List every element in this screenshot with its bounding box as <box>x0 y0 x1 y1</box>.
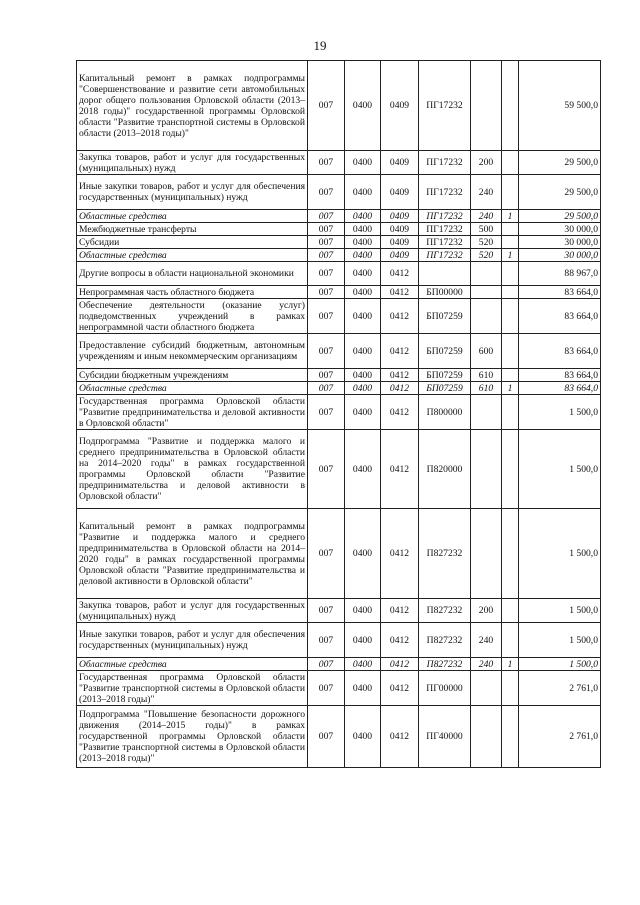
amount-cell: 1 500,0 <box>519 599 601 623</box>
section-code-cell: 0400 <box>345 334 381 369</box>
section-code-cell: 0400 <box>345 151 381 175</box>
subsection-code-cell: 0412 <box>381 623 419 658</box>
ministry-code-cell: 007 <box>308 210 345 223</box>
subsection-code-cell: 0412 <box>381 334 419 369</box>
table-row <box>77 61 601 151</box>
funding-source-code-cell: 1 <box>502 658 519 671</box>
amount-cell: 30 000,0 <box>519 236 601 249</box>
target-article-code-cell <box>419 262 471 286</box>
ministry-code-cell: 007 <box>308 623 345 658</box>
row-name-cell: Непрограммная часть областного бюджета <box>77 286 308 299</box>
expense-type-code-cell: 200 <box>471 599 502 623</box>
amount-cell: 83 664,0 <box>519 286 601 299</box>
expense-type-code-cell: 240 <box>471 623 502 658</box>
row-name-cell: Областные средства <box>77 249 308 262</box>
subsection-code-cell: 0412 <box>381 599 419 623</box>
section-code-cell: 0400 <box>345 175 381 210</box>
funding-source-code-cell <box>502 262 519 286</box>
row-name-cell: Субсидии бюджетным учреждениям <box>77 369 308 382</box>
expense-type-code-cell: 240 <box>471 658 502 671</box>
expense-type-code-cell: 500 <box>471 223 502 236</box>
table-row <box>77 623 601 658</box>
ministry-code-cell: 007 <box>308 599 345 623</box>
section-code-cell: 0400 <box>345 61 381 151</box>
funding-source-code-cell <box>502 706 519 768</box>
expense-type-code-cell: 200 <box>471 151 502 175</box>
amount-cell: 29 500,0 <box>519 151 601 175</box>
table-row <box>77 382 601 395</box>
subsection-code-cell: 0412 <box>381 369 419 382</box>
amount-cell: 59 500,0 <box>519 61 601 151</box>
expense-type-code-cell <box>471 299 502 334</box>
row-name-cell: Капитальный ремонт в рамках подпрограммы "Развитие и поддержка малого и среднего предпринимательства в Орловской области на 2014–2020 годы" в рамках государственной программы Орловской области "Развитие предпринимательства и деловой активности в Орловской области" <box>77 509 308 599</box>
target-article-code-cell: П800000 <box>419 395 471 430</box>
ministry-code-cell: 007 <box>308 430 345 509</box>
expense-type-code-cell: 600 <box>471 334 502 369</box>
section-code-cell: 0400 <box>345 706 381 768</box>
target-article-code-cell: П827232 <box>419 623 471 658</box>
amount-cell: 1 500,0 <box>519 623 601 658</box>
row-name-cell: Межбюджетные трансферты <box>77 223 308 236</box>
section-code-cell: 0400 <box>345 369 381 382</box>
funding-source-code-cell <box>502 395 519 430</box>
row-name-cell: Иные закупки товаров, работ и услуг для обеспечения государственных (муниципальных) нужд <box>77 623 308 658</box>
row-name-cell: Областные средства <box>77 210 308 223</box>
amount-cell: 83 664,0 <box>519 369 601 382</box>
ministry-code-cell: 007 <box>308 236 345 249</box>
table-row <box>77 210 601 223</box>
expense-type-code-cell: 610 <box>471 369 502 382</box>
row-name-cell: Государственная программа Орловской области "Развитие транспортной системы в Орловской области (2013–2018 годы)" <box>77 671 308 706</box>
amount-cell: 29 500,0 <box>519 210 601 223</box>
expense-type-code-cell <box>471 286 502 299</box>
table-row <box>77 395 601 430</box>
expense-type-code-cell: 240 <box>471 175 502 210</box>
expense-type-code-cell <box>471 509 502 599</box>
table-row <box>77 236 601 249</box>
target-article-code-cell: ПГ17232 <box>419 223 471 236</box>
ministry-code-cell: 007 <box>308 369 345 382</box>
subsection-code-cell: 0409 <box>381 223 419 236</box>
target-article-code-cell: П827232 <box>419 658 471 671</box>
ministry-code-cell: 007 <box>308 286 345 299</box>
table-row <box>77 509 601 599</box>
amount-cell: 30 000,0 <box>519 223 601 236</box>
funding-source-code-cell <box>502 509 519 599</box>
amount-cell: 30 000,0 <box>519 249 601 262</box>
table-row <box>77 262 601 286</box>
section-code-cell: 0400 <box>345 262 381 286</box>
expense-type-code-cell: 610 <box>471 382 502 395</box>
section-code-cell: 0400 <box>345 236 381 249</box>
row-name-cell: Закупка товаров, работ и услуг для государственных (муниципальных) нужд <box>77 599 308 623</box>
funding-source-code-cell <box>502 236 519 249</box>
section-code-cell: 0400 <box>345 286 381 299</box>
target-article-code-cell: ПГ00000 <box>419 671 471 706</box>
target-article-code-cell: ПГ17232 <box>419 175 471 210</box>
target-article-code-cell: ПГ17232 <box>419 151 471 175</box>
row-name-cell: Подпрограмма "Развитие и поддержка малого и среднего предпринимательства в Орловской области на 2014–2020 годы" в рамках государственной программы Орловской области "Развитие предпринимательства и деловой активности в Орловской области" <box>77 430 308 509</box>
funding-source-code-cell: 1 <box>502 249 519 262</box>
section-code-cell: 0400 <box>345 223 381 236</box>
section-code-cell: 0400 <box>345 658 381 671</box>
expense-type-code-cell: 520 <box>471 249 502 262</box>
row-name-cell: Государственная программа Орловской области "Развитие предпринимательства и деловой активности в Орловской области" <box>77 395 308 430</box>
target-article-code-cell: П827232 <box>419 509 471 599</box>
expense-type-code-cell <box>471 430 502 509</box>
expense-type-code-cell <box>471 262 502 286</box>
subsection-code-cell: 0412 <box>381 299 419 334</box>
funding-source-code-cell <box>502 223 519 236</box>
target-article-code-cell: ПГ17232 <box>419 61 471 151</box>
subsection-code-cell: 0412 <box>381 706 419 768</box>
ministry-code-cell: 007 <box>308 61 345 151</box>
table-row <box>77 151 601 175</box>
row-name-cell: Подпрограмма "Повышение безопасности дорожного движения (2014–2015 годы)" в рамках государственной программы Орловской области "Развитие транспортной системы в Орловской области (2013–2018 годы)" <box>77 706 308 768</box>
table-row <box>77 334 601 369</box>
amount-cell: 83 664,0 <box>519 334 601 369</box>
ministry-code-cell: 007 <box>308 706 345 768</box>
subsection-code-cell: 0412 <box>381 262 419 286</box>
table-row <box>77 369 601 382</box>
ministry-code-cell: 007 <box>308 299 345 334</box>
row-name-cell: Иные закупки товаров, работ и услуг для обеспечения государственных (муниципальных) нужд <box>77 175 308 210</box>
target-article-code-cell: БП07259 <box>419 299 471 334</box>
subsection-code-cell: 0409 <box>381 210 419 223</box>
budget-table <box>76 60 601 768</box>
funding-source-code-cell <box>502 430 519 509</box>
row-name-cell: Субсидии <box>77 236 308 249</box>
section-code-cell: 0400 <box>345 509 381 599</box>
row-name-cell: Капитальный ремонт в рамках подпрограммы "Совершенствование и развитие сети автомобильных дорог общего пользования Орловской области (2013–2018 годы)" государственной программы Орловской области "Развитие транспортной системы в Орловской области (2013–2018 годы)" <box>77 61 308 151</box>
row-name-cell: Областные средства <box>77 382 308 395</box>
section-code-cell: 0400 <box>345 249 381 262</box>
funding-source-code-cell <box>502 369 519 382</box>
funding-source-code-cell <box>502 175 519 210</box>
target-article-code-cell: БП07259 <box>419 334 471 369</box>
page-number: 19 <box>313 38 327 53</box>
subsection-code-cell: 0409 <box>381 175 419 210</box>
funding-source-code-cell <box>502 599 519 623</box>
section-code-cell: 0400 <box>345 623 381 658</box>
target-article-code-cell: П827232 <box>419 599 471 623</box>
section-code-cell: 0400 <box>345 430 381 509</box>
target-article-code-cell: ПГ17232 <box>419 210 471 223</box>
table-row <box>77 175 601 210</box>
subsection-code-cell: 0412 <box>381 509 419 599</box>
table-row <box>77 223 601 236</box>
target-article-code-cell: ПГ40000 <box>419 706 471 768</box>
funding-source-code-cell <box>502 623 519 658</box>
amount-cell: 29 500,0 <box>519 175 601 210</box>
subsection-code-cell: 0409 <box>381 249 419 262</box>
target-article-code-cell: П820000 <box>419 430 471 509</box>
amount-cell: 88 967,0 <box>519 262 601 286</box>
table-row <box>77 658 601 671</box>
expense-type-code-cell: 240 <box>471 210 502 223</box>
amount-cell: 1 500,0 <box>519 509 601 599</box>
funding-source-code-cell <box>502 299 519 334</box>
table-row <box>77 671 601 706</box>
funding-source-code-cell <box>502 61 519 151</box>
ministry-code-cell: 007 <box>308 395 345 430</box>
table-row <box>77 706 601 768</box>
expense-type-code-cell <box>471 671 502 706</box>
funding-source-code-cell <box>502 334 519 369</box>
table-row <box>77 599 601 623</box>
funding-source-code-cell <box>502 151 519 175</box>
target-article-code-cell: БП07259 <box>419 382 471 395</box>
amount-cell: 83 664,0 <box>519 299 601 334</box>
funding-source-code-cell: 1 <box>502 382 519 395</box>
amount-cell: 2 761,0 <box>519 706 601 768</box>
ministry-code-cell: 007 <box>308 382 345 395</box>
amount-cell: 2 761,0 <box>519 671 601 706</box>
subsection-code-cell: 0409 <box>381 61 419 151</box>
row-name-cell: Предоставление субсидий бюджетным, автономным учреждениям и иным некоммерческим организациям <box>77 334 308 369</box>
section-code-cell: 0400 <box>345 599 381 623</box>
row-name-cell: Областные средства <box>77 658 308 671</box>
section-code-cell: 0400 <box>345 210 381 223</box>
ministry-code-cell: 007 <box>308 509 345 599</box>
row-name-cell: Другие вопросы в области национальной экономики <box>77 262 308 286</box>
table-row <box>77 430 601 509</box>
amount-cell: 1 500,0 <box>519 658 601 671</box>
expense-type-code-cell <box>471 706 502 768</box>
ministry-code-cell: 007 <box>308 175 345 210</box>
ministry-code-cell: 007 <box>308 223 345 236</box>
table-row <box>77 286 601 299</box>
target-article-code-cell: ПГ17232 <box>419 236 471 249</box>
expense-type-code-cell <box>471 61 502 151</box>
table-row <box>77 249 601 262</box>
table-row <box>77 299 601 334</box>
amount-cell: 1 500,0 <box>519 395 601 430</box>
subsection-code-cell: 0412 <box>381 395 419 430</box>
ministry-code-cell: 007 <box>308 151 345 175</box>
funding-source-code-cell <box>502 286 519 299</box>
expense-type-code-cell: 520 <box>471 236 502 249</box>
section-code-cell: 0400 <box>345 671 381 706</box>
amount-cell: 1 500,0 <box>519 430 601 509</box>
row-name-cell: Закупка товаров, работ и услуг для государственных (муниципальных) нужд <box>77 151 308 175</box>
subsection-code-cell: 0412 <box>381 382 419 395</box>
row-name-cell: Обеспечение деятельности (оказание услуг) подведомственных учреждений в рамках непрограммной части областного бюджета <box>77 299 308 334</box>
ministry-code-cell: 007 <box>308 671 345 706</box>
subsection-code-cell: 0412 <box>381 658 419 671</box>
ministry-code-cell: 007 <box>308 334 345 369</box>
section-code-cell: 0400 <box>345 382 381 395</box>
section-code-cell: 0400 <box>345 395 381 430</box>
expense-type-code-cell <box>471 395 502 430</box>
section-code-cell: 0400 <box>345 299 381 334</box>
target-article-code-cell: БП00000 <box>419 286 471 299</box>
ministry-code-cell: 007 <box>308 249 345 262</box>
subsection-code-cell: 0409 <box>381 236 419 249</box>
subsection-code-cell: 0412 <box>381 286 419 299</box>
subsection-code-cell: 0412 <box>381 671 419 706</box>
funding-source-code-cell: 1 <box>502 210 519 223</box>
subsection-code-cell: 0412 <box>381 430 419 509</box>
subsection-code-cell: 0409 <box>381 151 419 175</box>
ministry-code-cell: 007 <box>308 262 345 286</box>
funding-source-code-cell <box>502 671 519 706</box>
target-article-code-cell: БП07259 <box>419 369 471 382</box>
target-article-code-cell: ПГ17232 <box>419 249 471 262</box>
amount-cell: 83 664,0 <box>519 382 601 395</box>
ministry-code-cell: 007 <box>308 658 345 671</box>
